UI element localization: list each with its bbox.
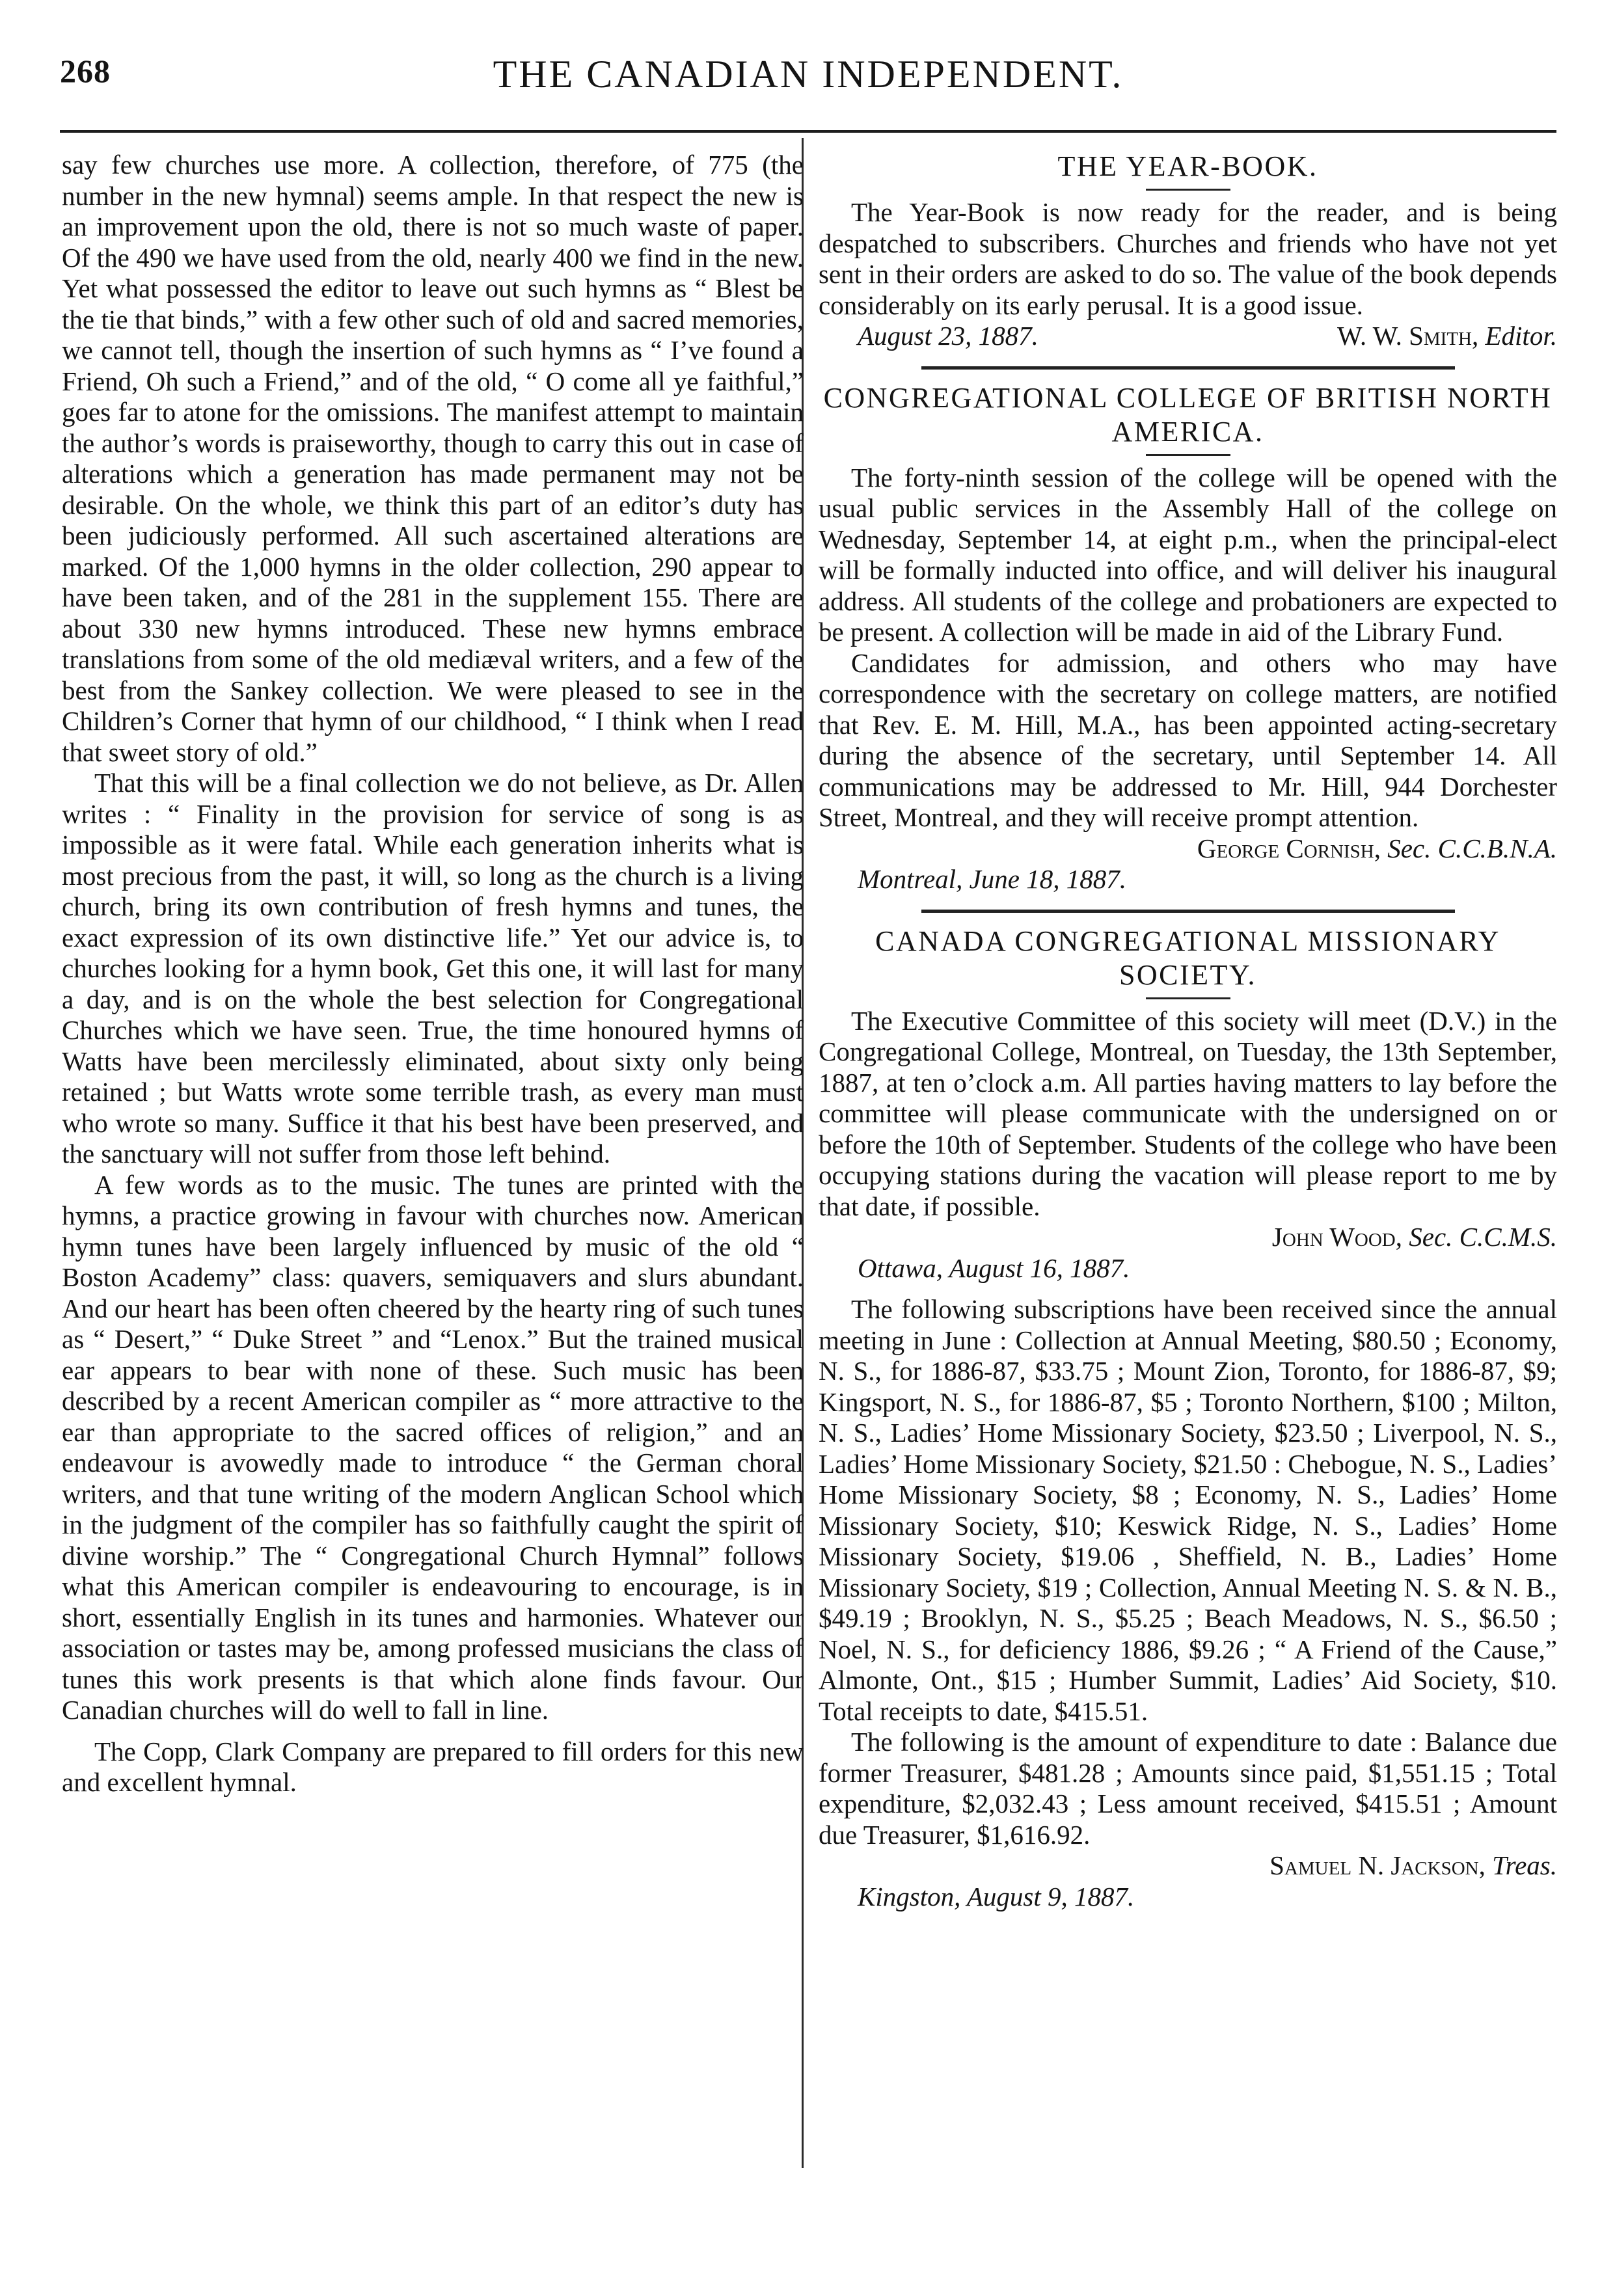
college-signer-role: Sec. C.C.B.N.A. xyxy=(1387,833,1557,863)
missionary-signer-role: Sec. C.C.M.S. xyxy=(1409,1222,1557,1252)
missionary-signer: John Wood, xyxy=(1271,1222,1402,1252)
missionary-notice xyxy=(819,925,1557,1913)
yearbook-signer-role: Editor. xyxy=(1485,321,1557,351)
missionary-title: CANADA CONGREGATIONAL MISSIONARY SOCIETY. xyxy=(875,925,1500,991)
yearbook-signature-line xyxy=(819,321,1557,352)
hymnal-review-paragraph-2: That this will be a final collection we do not believe, as Dr. Allen writes : “ Finality in the provision for service of song is as impossible as it were fatal. While each generation inherits what is most precious from the past, it will, so long as the church is a living church, bring its own contribution of fresh hymns and tunes, the exact expression of its own distinctive life.” Yet our advice is, to churches looking for a hymn book, Get this one, it will last for many a day, and is on the whole the best selection for Congregational Churches which we have seen. True, the time honoured hymns of Watts have been mercilessly eliminated, about sixty only being retained ; but Watts wrote some terrible trash, as every man must who wrote so many. Suffice it that his best have been preserved, and the sanctuary will not suffer from those left behind. xyxy=(62,768,804,1168)
treasurer-signature-line xyxy=(819,1850,1557,1882)
subscriptions-paragraph: The following subscriptions have been received since the annual meeting in June : Collection at Annual Meeting, $80.50 ; Economy, N. S., for 1886-87, $33.75 ; Mount Zion, Toronto, for 1886-87, $9; Kingsport, N. S., for 1886-87, $5 ; Toronto Northern, $100 ; Milton, N. S., Ladies’ Home Missionary Society, $23.50 ; Liverpool, N. S., Ladies’ Home Missionary Society, $21.50 : Chebogue, N. S., Ladies’ Home Missionary Society, $8 ; Economy, N. S., Ladies’ Home Missionary Society, $10; Keswick Ridge, N. S., Ladies’ Home Missionary Society, $19.06 , Sheffield, N. B., Ladies’ Home Missionary Society, $19 ; Collection, Annual Meeting N. S. & N. B., $49.19 ; Brooklyn, N. S., $5.25 ; Beach Meadows, N. S., $6.50 ; Noel, N. S., for deficiency 1886, $9.26 ; “ A Friend of the Cause,” Almonte, Ont., $15 ; Humber Summit, Ladies’ Aid Society, $10. Total receipts to date, $415.51. xyxy=(819,1294,1557,1726)
header-rule xyxy=(60,130,1556,133)
treasurer-signature xyxy=(1269,1850,1557,1882)
missionary-signature xyxy=(1272,1222,1557,1253)
treasurer-signer: Samuel N. Jackson, xyxy=(1269,1850,1486,1880)
title-rule xyxy=(1146,997,1230,999)
hymnal-review-paragraph-1: say few churches use more. A collection, therefore, of 775 (the number in the new hymnal) seems ample. In that respect the new is an improvement upon the old, there is not so much waste of paper. Of the 490 we have used from the old, nearly 400 we find in the new. Yet what possessed the editor to leave out such hymns as “ Blest be the tie that binds,” with a few other such of old and sacred memories, we cannot tell, though the insertion of such hymns as “ I’ve found a Friend, Oh such a Friend,” and of the old, “ O come all ye faithful,” goes far to atone for the omissions. The manifest attempt to maintain the author’s words is praiseworthy, though to carry this out in case of alterations which a generation has made permanent may not be desirable. On the whole, we think this part of an editor’s duty has been judiciously performed. All such ascertained alterations are marked. Of the 1,000 hymns in the older collection, 290 appear to have been taken, and of the 281 in the supplement 155. There are about 330 new hymns introduced. These new hymns embrace translations from some of the old mediæval writers, and a few of the best from the Sankey collection. We were pleased to see in the Children’s Corner that hymn of our childhood, “ I think when I read that sweet story of old.” xyxy=(62,150,804,767)
yearbook-signature xyxy=(1337,321,1557,352)
college-title: CONGREGATIONAL COLLEGE OF BRITISH NORTH AMERICA. xyxy=(823,381,1553,448)
college-signature xyxy=(1197,833,1557,865)
hymnal-review-paragraph-3: A few words as to the music. The tunes are printed with the hymns, a practice growing in favour with churches now. American hymn tunes have been largely influenced by music of the old “ Boston Academy” class: quavers, semiquavers and slurs abundant. And our heart has been often cheered by the hearty ring of such tunes as “ Desert,” “ Duke Street ” and “Lenox.” But the trained musical ear appears to bear with none of these. Such music has been described by a recent American compiler as “ more attractive to the ear than appropriate to the sacred offices of religion,” and an endeavour is avowedly made to introduce “ the German choral writers, and that tune writing of the modern Anglican School which in the judgment of the compiler has so faithfully caught the spirit of divine worship.” The “ Congregational Church Hymnal” follows what this American compiler is endeavouring to encourage, is in short, essentially English in its tunes and harmonies. Whatever our association or tastes may be, among professed musicians the class of tunes this work presents is that which alone finds favour. Our Canadian churches will do well to fall in line. xyxy=(62,1169,804,1725)
college-notice xyxy=(819,381,1557,895)
yearbook-title: THE YEAR-BOOK. xyxy=(1057,150,1318,182)
right-column xyxy=(819,150,1557,1912)
treasurer-role: Treas. xyxy=(1492,1850,1557,1880)
college-paragraph-1: The forty-ninth session of the college will be opened with the usual public services in the Assembly Hall of the college on Wednesday, September 14, at eight p.m., when the principal-elect will be formally inducted into office, and will deliver his inaugural address. All students of the college and probationers are expected to be present. A collection will be made in aid of the Library Fund. xyxy=(819,462,1557,647)
left-column xyxy=(62,150,804,1798)
college-signer: George Cornish, xyxy=(1197,833,1381,863)
title-rule xyxy=(1146,454,1230,456)
yearbook-date: August 23, 1887. xyxy=(858,321,1038,351)
title-rule xyxy=(1146,189,1230,191)
college-paragraph-2: Candidates for admission, and others who may have correspondence with the secretary on college matters, are notified that Rev. E. M. Hill, M.A., has been appointed acting-secretary during the absence of the secretary, until September 14. All communications may be addressed to Mr. Hill, 944 Dorchester Street, Montreal, and they will receive prompt attention. xyxy=(819,647,1557,832)
running-head xyxy=(60,52,1556,111)
expenditure-paragraph: The following is the amount of expenditure to date : Balance due former Treasurer, $481.28 ; Amounts since paid, $1,551.15 ; Total expenditure, $2,032.43 ; Less amount received, $415.51 ; Amount due Treasurer, $1,616.92. xyxy=(819,1727,1557,1850)
section-divider xyxy=(921,366,1455,370)
page-number: 268 xyxy=(60,53,111,89)
hymnal-review-paragraph-4: The Copp, Clark Company are prepared to fill orders for this new and excellent hymnal. xyxy=(62,1736,804,1797)
missionary-date: Ottawa, August 16, 1887. xyxy=(858,1252,1130,1283)
yearbook-signer: W. W. Smith, xyxy=(1337,321,1479,351)
missionary-signature-line xyxy=(819,1222,1557,1253)
yearbook-notice xyxy=(819,150,1557,352)
college-signature-line xyxy=(819,833,1557,865)
yearbook-body: The Year-Book is now ready for the reader, and is being despatched to subscribers. Churches and friends who have not yet sent in their orders are asked to do so. The value of the book depends considerably on its early perusal. It is a good issue. xyxy=(819,197,1557,320)
missionary-paragraph-1: The Executive Committee of this society will meet (D.V.) in the Congregational College, Montreal, on Tuesday, the 13th September, 1887, at ten o’clock a.m. All parties having matters to lay before the committee will please communicate with the undersigned on or before the 10th of September. Students of the college who have been occupying stations during the vacation will please report to me by that date, if possible. xyxy=(819,1005,1557,1221)
treasurer-date: Kingston, August 9, 1887. xyxy=(858,1881,1135,1911)
section-divider xyxy=(921,910,1455,913)
journal-title: THE CANADIAN INDEPENDENT. xyxy=(493,53,1124,96)
college-date: Montreal, June 18, 1887. xyxy=(858,864,1126,894)
